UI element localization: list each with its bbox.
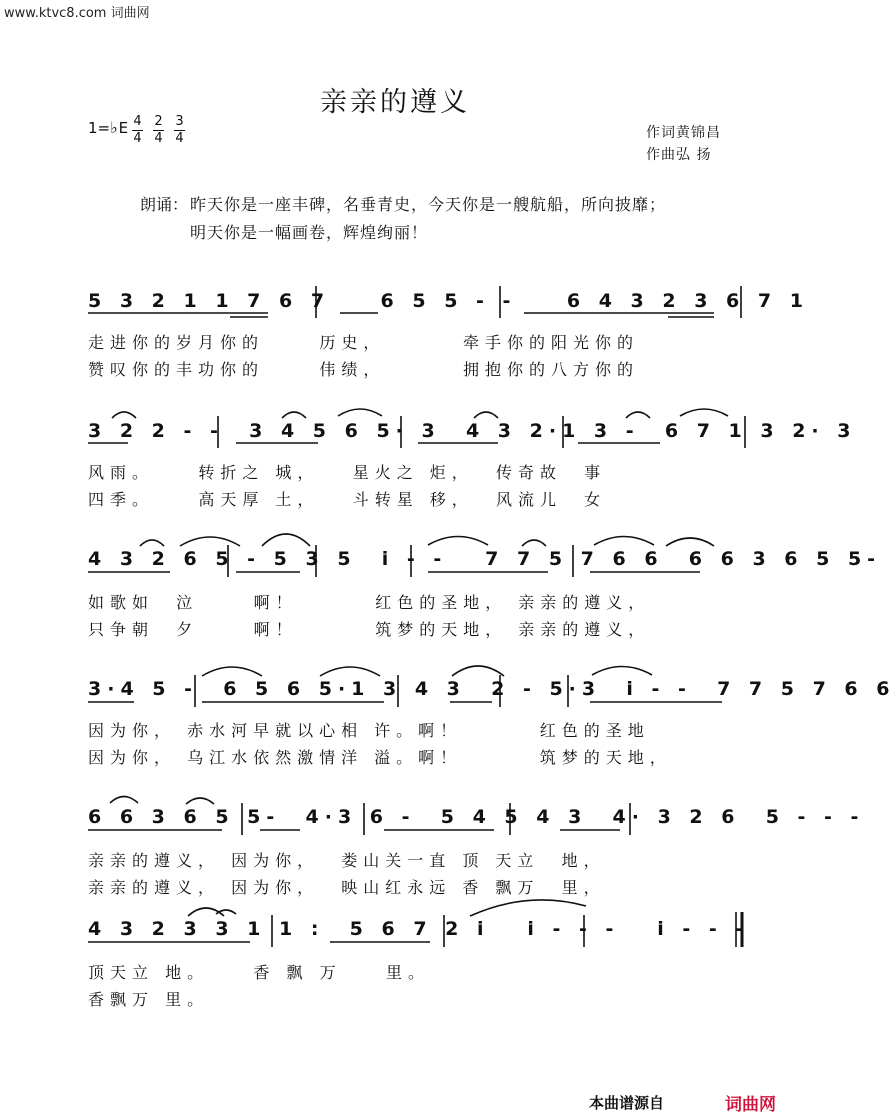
slur [320,667,380,676]
notation-row-2: 3 2 2 - - 3 4 5 6 5· 3 4 3 2·1 3 - 6 7 1 3 2· 3 [88,420,857,442]
time-signature [153,114,164,147]
notation-row-5: 6 6 3 6 5 5- 4·3 6 - 5 4 5 4 3 4· 3 2 6 5 - - - [88,806,865,828]
lyric-row-1-verse-2: 赞叹你的丰功你的 伟绩， 拥抱你的八方你的 [88,360,640,379]
lyricist-credit: 作词黄锦昌 [646,125,721,141]
lyric-row-6-verse-2: 香飘万 里。 [88,990,210,1009]
slur [474,412,498,418]
slur [626,412,650,418]
meter-numerator: 3 [175,114,184,129]
slur [202,667,262,676]
slur [112,412,136,418]
slur [452,666,504,676]
meter-denominator: 4 [154,131,163,146]
slur [216,910,236,914]
recitation-line-1: 昨天你是一座丰碑，名垂青史，今天你是一艘航船，所向披靡； [190,195,667,214]
lyric-row-4-verse-2: 因为你， 乌江水依然激情洋 溢。啊！ 筑梦的天地， [88,748,672,767]
slur [140,540,164,546]
slur [188,908,224,916]
lyric-row-6-verse-1: 顶天立 地。 香 飘 万 里。 [88,963,430,982]
recitation-line-2: 明天你是一幅画卷，辉煌绚丽！ [190,223,429,242]
lyric-row-2-verse-1: 风雨。 转折之 城， 星火之 炬， 传奇故 事 [88,463,607,482]
slur [522,540,546,546]
time-signature [174,114,185,147]
lyric-row-2-verse-2: 四季。 高天厚 土， 斗转星 移， 风流儿 女 [88,490,607,509]
slur [262,534,310,546]
meter-denominator: 4 [133,131,142,146]
notation-row-1: 5 3 2 1 1 7 6 7 6 5 5 - - 6 4 3 2 3 6 7 1 [88,290,809,312]
notation-row-4: 3·4 5 - 6 5 6 5·1 3 4 3 2 - 5·3 i - - 7 7 5 7 6 6 [88,678,895,700]
lyric-row-5-verse-2: 亲亲的遵义， 因为你， 映山红永远 香 飘万 里， [88,878,606,897]
slur [186,798,214,804]
key-signature [88,118,128,137]
meter-numerator: 4 [133,114,142,129]
footer-source: 本曲谱源自 [588,1094,664,1112]
slur [338,409,382,416]
lyric-row-4-verse-1: 因为你， 赤水河早就以心相 许。啊！ 红色的圣地 [88,721,650,740]
slur [180,537,240,546]
lyric-row-1-verse-1: 走进你的岁月你的 历史， 牵手你的阳光你的 [88,333,640,352]
slur [666,538,714,546]
flat-icon: ♭ [110,118,118,137]
slur [428,537,488,546]
song-title: 亲亲的遵义 [320,87,470,118]
slur [110,797,138,804]
slur [470,900,586,916]
lyric-row-3-verse-2: 只争朝 夕 啊！ 筑梦的天地， 亲亲的遵义， [88,620,651,639]
lyric-row-3-verse-1: 如歌如 泣 啊！ 红色的圣地， 亲亲的遵义， [88,593,651,612]
key-letter: E [118,119,129,137]
slur [282,412,306,418]
footer-logo[interactable]: 词曲网 [725,1095,776,1115]
slur [592,667,652,676]
key-prefix: 1= [88,119,111,137]
recitation-label: 朗诵： [140,195,189,214]
lyric-row-5-verse-1: 亲亲的遵义， 因为你， 娄山关一直 顶 天立 地， [88,851,606,870]
notation-row-6: 4 3 2 3 3 1 1 : 5 6 7 2 i i - - - i - - - [88,918,750,940]
slur [680,409,728,416]
meter-numerator: 2 [154,114,163,129]
slur [594,537,654,546]
time-signatures [132,114,185,147]
meter-denominator: 4 [175,131,184,146]
time-signature [132,114,143,147]
notation-row-3: 4 3 2 6 5 - 5 3 5 i - - 7 7 5 7 6 6 6 6 3 6 5 5- [88,548,882,570]
composer-credit: 作曲弘 扬 [646,147,712,163]
site-watermark: www.ktvc8.com 词曲网 [4,6,150,21]
